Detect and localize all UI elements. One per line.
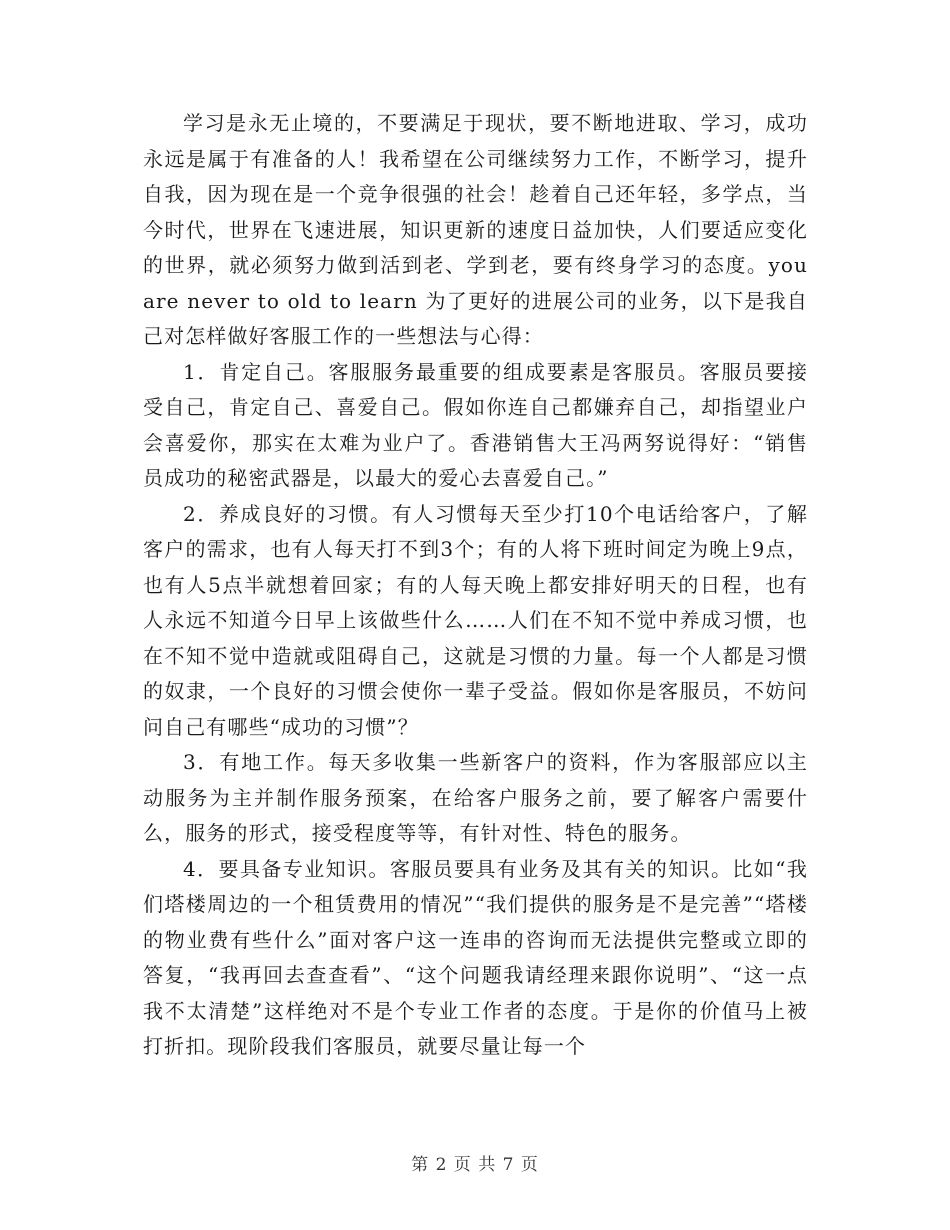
paragraph-point-3: 3．有地工作。每天多收集一些新客户的资料，作为客服部应以主动服务为主并制作服务预案，在给客户服务之前，要了解客户需要什么，服务的形式，接受程度等等，有针对性、特色的服务。 xyxy=(143,750,808,845)
paragraph-point-1: 1．肯定自己。客服服务最重要的组成要素是客服员。客服员要接受自己，肯定自己、喜爱自己。假如你连自己都嫌弃自己，却指望业户会喜爱你，那实在太难为业户了。香港销售大王冯两努说得好：“销售员成功的秘密武器是，以最大的爱心去喜爱自己。” xyxy=(143,359,808,490)
paragraph-point-2: 2．养成良好的习惯。有人习惯每天至少打10个电话给客户，了解客户的需求，也有人每天打不到3个；有的人将下班时间定为晚上9点，也有人5点半就想着回家；有的人每天晚上都安排好明天的日程，也有人永远不知道今日早上该做些什么……人们在不知不觉中养成习惯，也在不知不觉中造就或阻碍自己，这就是习惯的力量。每一个人都是习惯的奴隶，一个良好的习惯会使你一辈子受益。假如你是客服员，不妨问问自己有哪些“成功的习惯”？ xyxy=(143,501,808,739)
paragraph-intro: 学习是永无止境的，不要满足于现状，要不断地进取、学习，成功永远是属于有准备的人！我希望在公司继续努力工作，不断学习，提升自我，因为现在是一个竞争很强的社会！趁着自己还年轻，多学点，当今时代，世界在飞速进展，知识更新的速度日益加快，人们要适应变化的世界，就必须努力做到活到老、学到老，要有终身学习的态度。you are never to old to learn 为了更好的进展公司的业务，以下是我自己对怎样做好客服工作的一些想法与心得： xyxy=(143,111,808,348)
page-footer: 第 2 页 共 7 页 xyxy=(411,1155,539,1175)
paragraph-point-4: 4．要具备专业知识。客服员要具有业务及其有关的知识。比如“我们塔楼周边的一个租赁费用的情况”“我们提供的服务是不是完善”“塔楼的物业费有些什么”面对客户这一连串的咨询而无法提供完整或立即的答复，“我再回去查查看”、“这个问题我请经理来跟你说明”、“这一点我不太清楚”这样绝对不是个专业工作者的态度。于是你的价值马上被打折扣。现阶段我们客服员，就要尽量让每一个 xyxy=(143,856,808,1058)
document-body xyxy=(143,106,808,1065)
